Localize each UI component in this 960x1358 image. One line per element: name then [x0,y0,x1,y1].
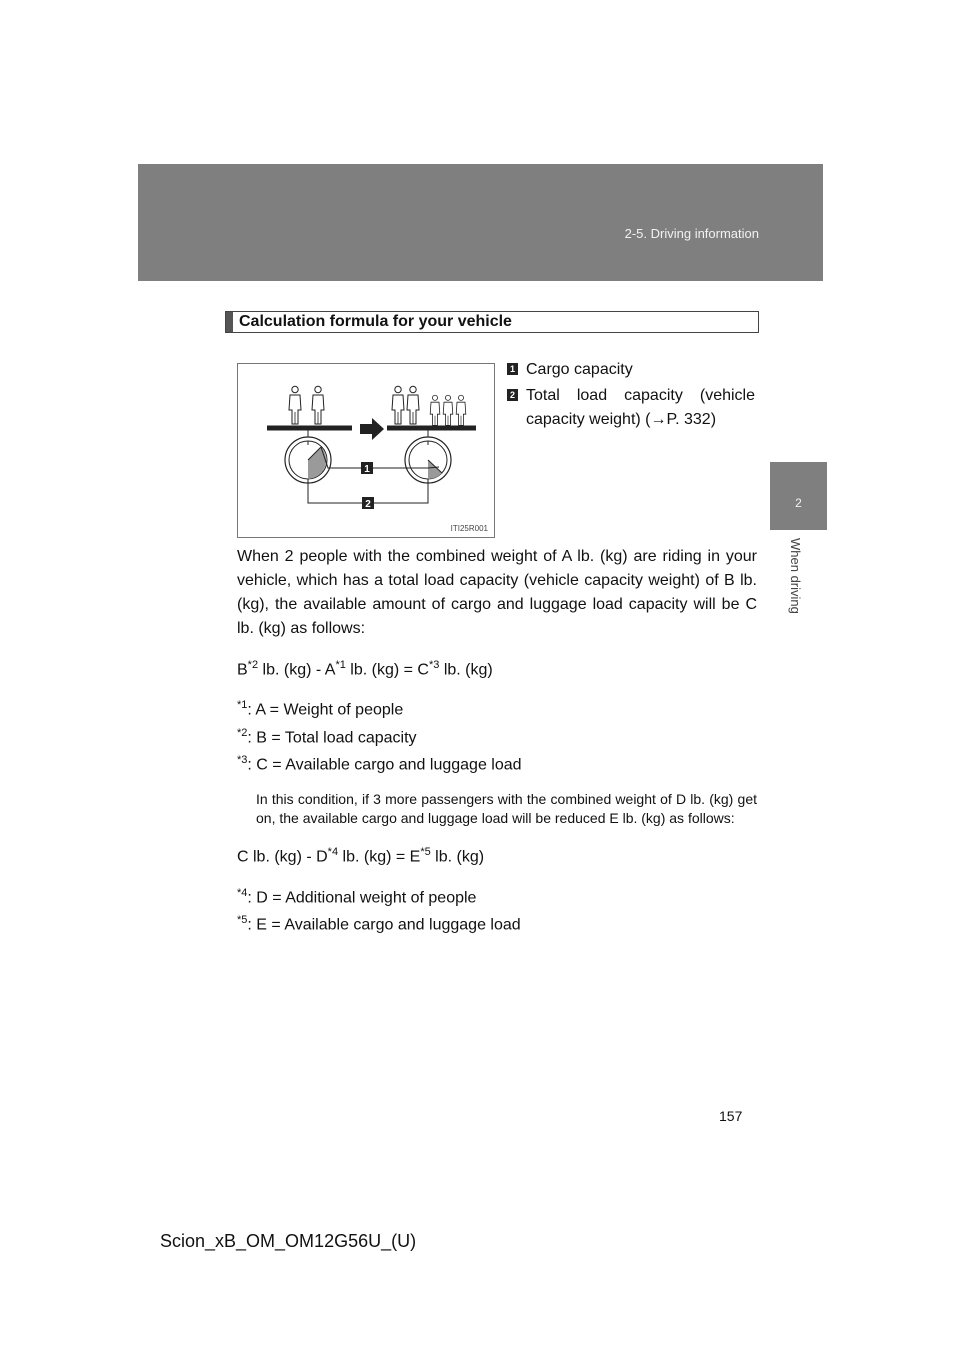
formula-text: lb. (kg) = E [338,848,421,866]
footnote-text: : A = Weight of people [247,701,404,719]
footnotes-1 [237,694,757,776]
legend-text: Total load capacity (vehicle capacity weight) (→P. 332) [526,387,755,428]
chapter-number: 2 [795,496,802,510]
footnote-text: : D = Additional weight of people [247,888,477,906]
footnote-mark: *4 [237,886,248,899]
footnote-mark: *3 [237,753,248,766]
footer-document-id: Scion_xB_OM_OM12G56U_(U) [160,1231,417,1251]
load-capacity-illustration [237,363,495,538]
legend-text: Cargo capacity [526,361,633,378]
condition-paragraph: In this condition, if 3 more passengers with the combined weight of D lb. (kg) get on, the available cargo and luggage load will be reduced E lb. (kg) as follows: [256,791,757,827]
legend-number: 1 [507,363,518,375]
footnote-text: : E = Available cargo and luggage load [247,916,521,934]
figure-code: ITI25R001 [450,524,488,533]
page-number: 157 [719,1108,743,1124]
footnote [237,749,757,776]
footnote-text: : C = Available cargo and luggage load [247,756,522,774]
footnote-mark: *1 [335,659,346,671]
legend-number: 2 [507,389,518,401]
intro-paragraph: When 2 people with the combined weight of A lb. (kg) are riding in your vehicle, which has a total load capacity (vehicle capacity weight) of B lb. (kg), the available amount of cargo and luggage load capacity will be C lb. (kg) as follows: [237,548,757,637]
page-header [138,164,823,281]
footnote-mark: *5 [420,846,431,859]
section-title: 2-5. Driving information [624,226,759,241]
footnote-mark: *4 [327,846,339,859]
heading-text: Calculation formula for your vehicle [239,313,512,330]
footnote-mark: *3 [428,659,440,671]
footnote [237,722,757,749]
section-heading [225,311,759,333]
legend-item [507,384,755,432]
formula-text: lb. (kg) = C [345,661,429,679]
callout-2: 2 [365,499,371,510]
chapter-label: When driving [788,538,803,614]
formula-2 [237,840,757,869]
arrow-icon [360,418,384,440]
footnote-text: : B = Total load capacity [247,728,417,746]
footnote [237,882,757,909]
body-content [237,545,757,936]
chapter-tab [770,462,827,530]
gauge-after [405,430,451,483]
heading-bar [226,312,233,332]
formula-text: lb. (kg) - A [258,661,336,679]
formula-1 [237,653,757,682]
callout-1: 1 [364,464,370,475]
legend-item [507,358,755,382]
footnote [237,694,757,721]
formula-text: B [237,661,248,679]
formula-text: lb. (kg) [430,848,485,866]
formula-text: C lb. (kg) - D [237,848,328,866]
footnote-mark: *5 [237,913,248,926]
people-after [392,386,466,425]
illustration-svg [238,364,494,537]
footnote-mark: *1 [237,699,248,712]
formula-text: lb. (kg) [439,661,493,679]
footnote-mark: *2 [237,726,248,739]
footnotes-2 [237,882,757,937]
figure-legend [507,358,755,432]
footnote [237,909,757,936]
people-before [289,386,324,424]
footnote-mark: *2 [247,659,259,671]
